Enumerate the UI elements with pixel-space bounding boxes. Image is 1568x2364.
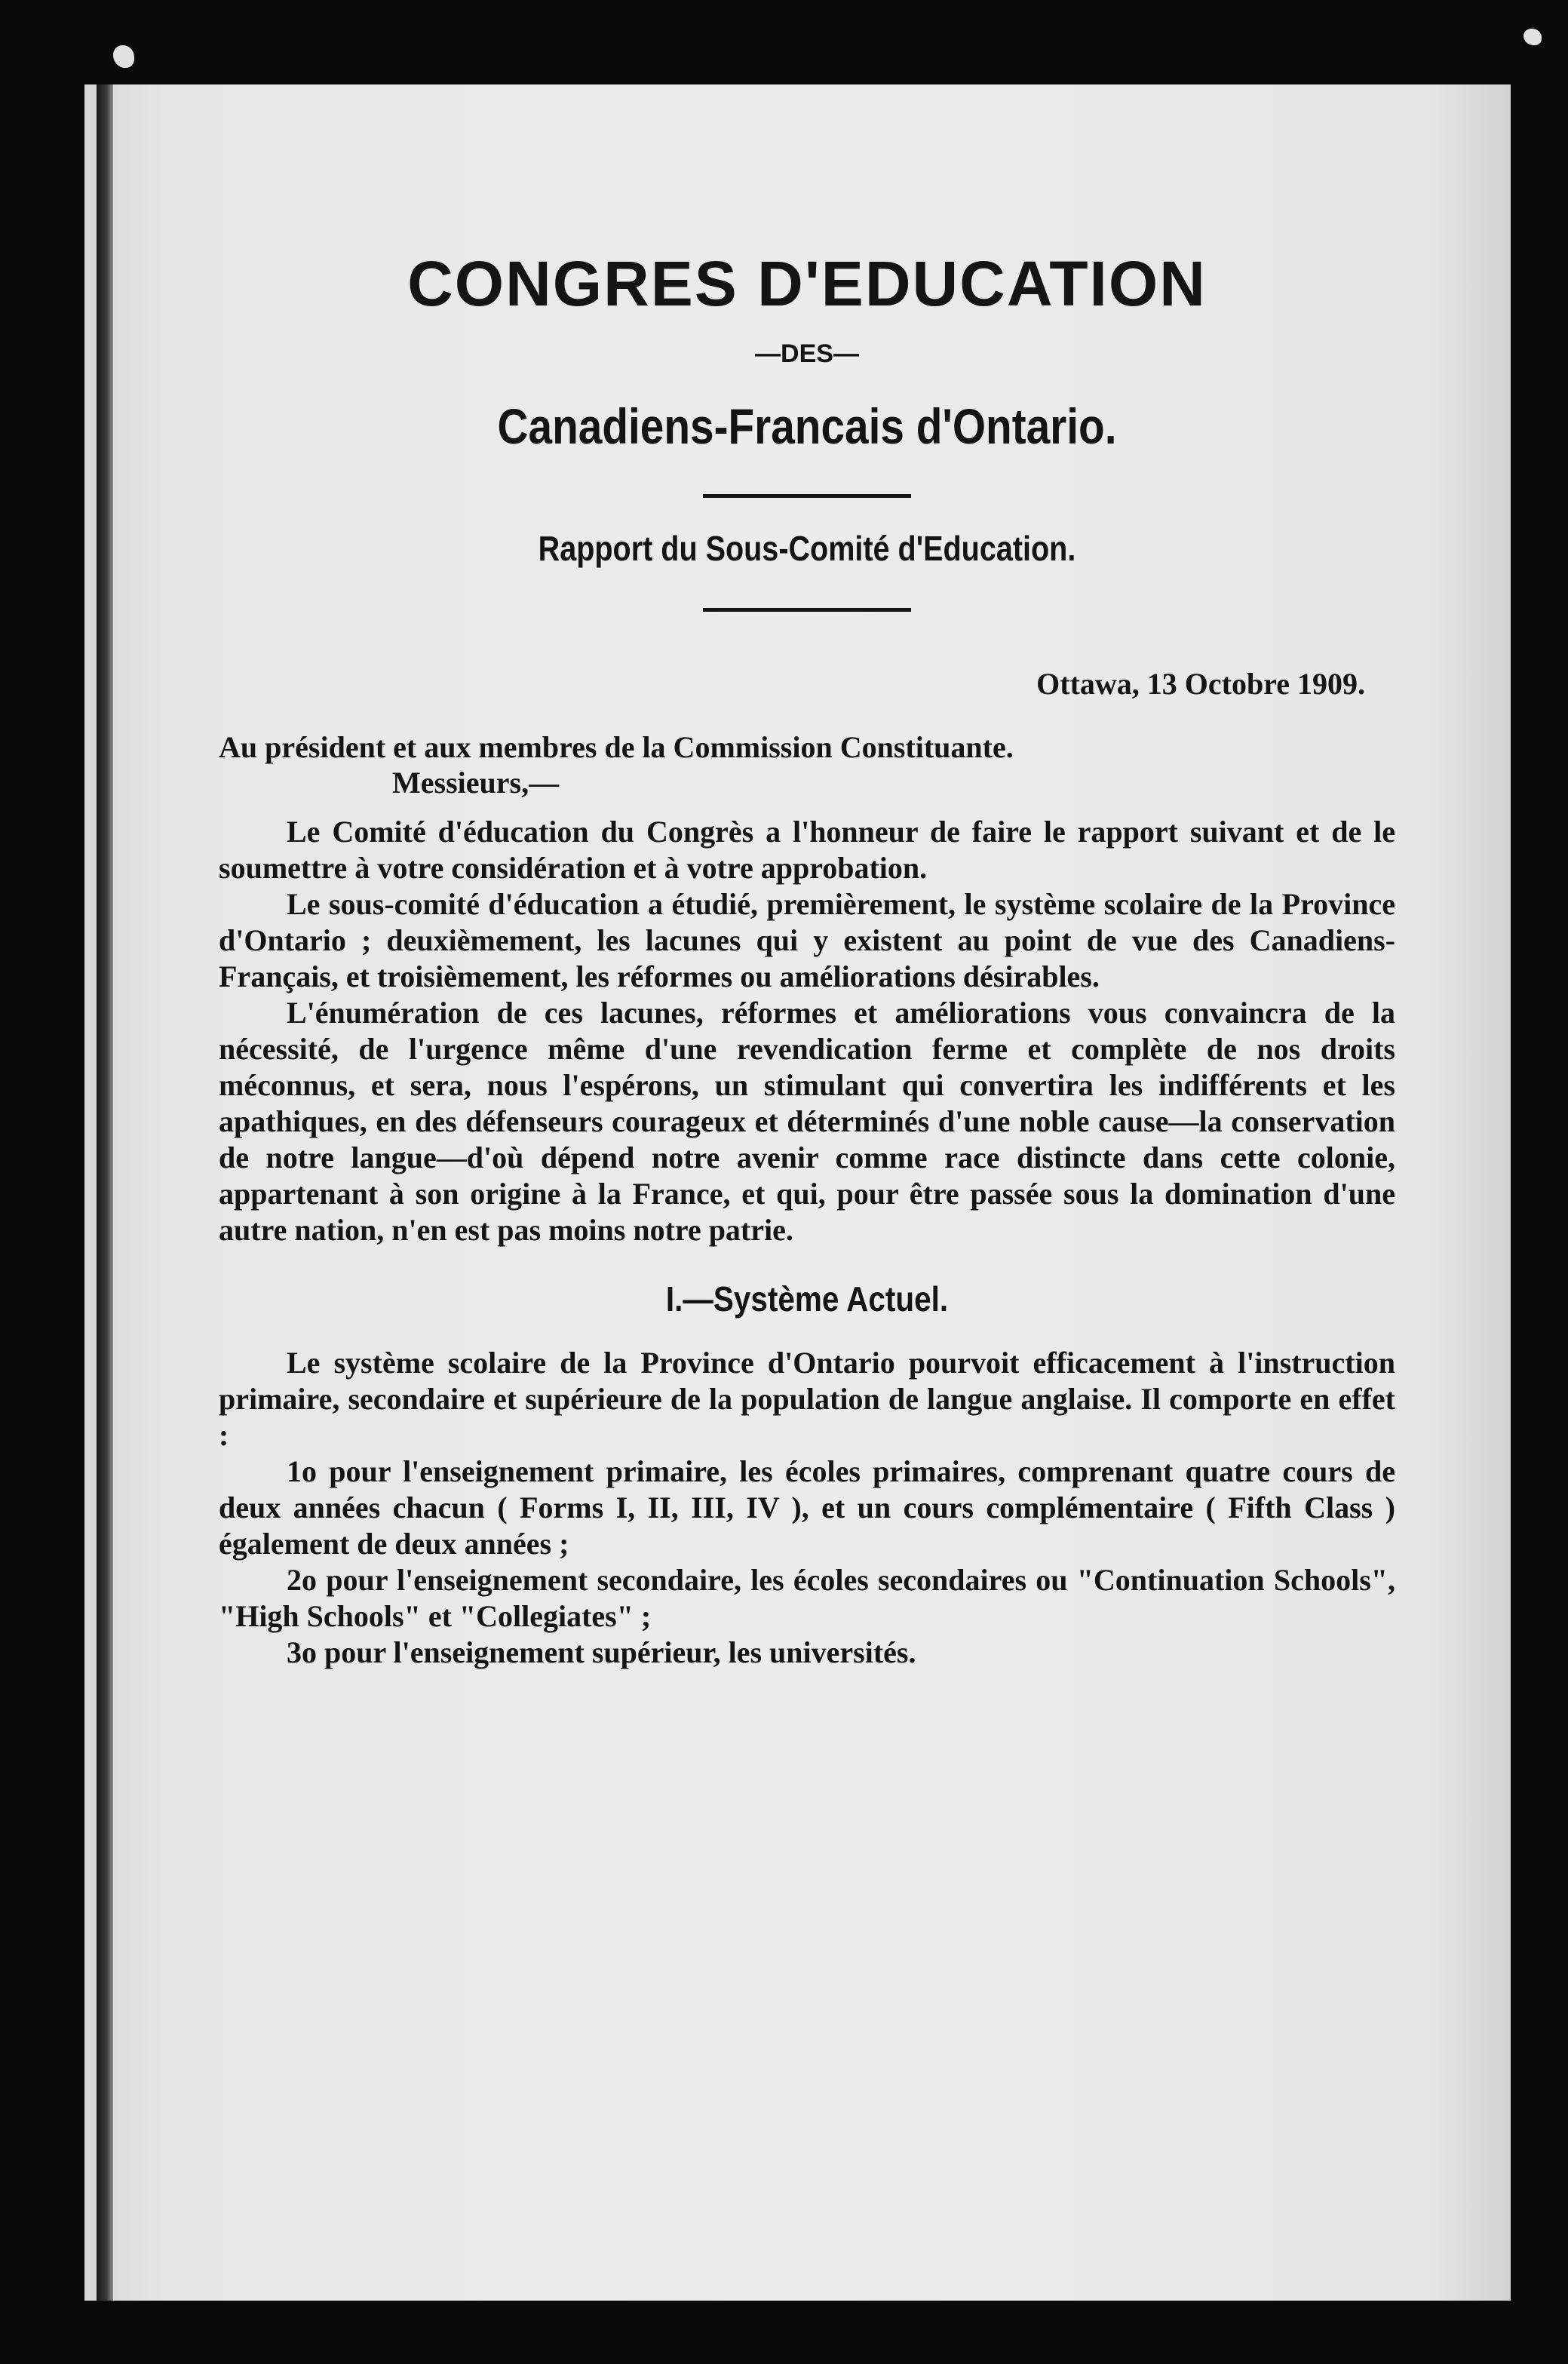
scan-border-left [0,0,84,2364]
salutation: Au président et aux membres de la Commission Constituante. [219,730,1014,765]
document-title: CONGRES D'EDUCATION [407,248,1207,319]
scan-border-bottom [0,2301,1568,2364]
page-binding-edge [97,84,113,2301]
report-title: Rapport du Sous-Comité d'Education. [538,529,1076,569]
document-content [219,249,1395,1671]
paragraph: L'énumération de ces lacunes, réformes et améliorations vous convaincra de la nécessité, de l'urgence même d'une revendication ferme et complète de nos droits méconnus, et sera, nous l'espérons, un stimulant qui convertira les indifférents et les apathiques, en des défenseurs courageux et déterminés d'une noble cause—la conservation de notre langue—d'où dépend notre avenir comme race distincte dans cette colonie, appartenant à son origine à la France, et qui, pour être passée sous la domination d'une autre nation, n'en est pas moins notre patrie. [219,996,1395,1248]
greeting: Messieurs,— [392,765,560,800]
scan-speck [1524,29,1542,45]
scan-border-top [0,0,1568,84]
list-item: 1o pour l'enseignement primaire, les écoles primaires, comprenant quatre cours de deux années chacun ( Forms I, II, III, IV ), et un cours complémentaire ( Fifth Class ) également de deux années ; [219,1454,1395,1561]
paragraph: Le système scolaire de la Province d'Ontario pourvoit efficacement à l'instruction primaire, secondaire et supérieure de la population de langue anglaise. Il comporte en effet : [219,1346,1395,1453]
section-heading: I.—Système Actuel. [665,1279,949,1319]
document-subtitle: Canadiens-Francais d'Ontario. [497,398,1117,455]
title-connector: —DES— [755,339,859,369]
divider-rule [703,494,911,498]
letter-date: Ottawa, 13 Octobre 1909. [1036,667,1365,702]
list-item: 2o pour l'enseignement secondaire, les écoles secondaires ou "Continuation Schools", "High Schools" et "Collegiates" ; [219,1563,1395,1634]
divider-rule [703,608,911,612]
list-item: 3o pour l'enseignement supérieur, les universités. [287,1635,916,1670]
paragraph: Le Comité d'éducation du Congrès a l'honneur de faire le rapport suivant et de le soumettre à votre considération et à votre approbation. [219,815,1395,886]
paragraph: Le sous-comité d'éducation a étudié, premièrement, le système scolaire de la Province d'Ontario ; deuxièmement, les lacunes qui y existent au point de vue des Canadiens-Français, et troisièmement, les réformes ou améliorations désirables. [219,887,1395,994]
scan-border-right [1511,0,1568,2364]
